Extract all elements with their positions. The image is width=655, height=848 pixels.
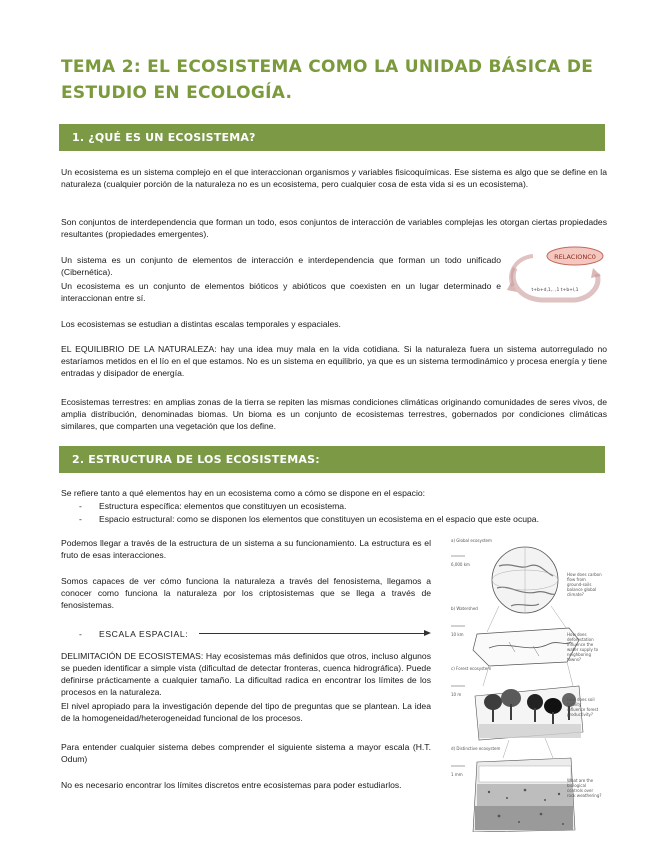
relationship-small-text: t+b+d,1,. ,1 t+b+l,1 xyxy=(531,288,579,293)
panel-b-label: b) Watershed xyxy=(451,606,478,611)
panel-c-label: c) Forest ecosystem xyxy=(451,666,492,671)
bullet-item: - Espacio estructural: como se disponen los elementos que constituyen un ecosistema en el espacio que este ocupa. xyxy=(79,514,539,524)
s2-paragraph-5: Para entender cualquier sistema debes comprender el siguiente sistema a mayor escala (H.T. Odum) xyxy=(61,742,431,764)
s1-paragraph-3a: Un sistema es un conjunto de elementos de interacción e interdependencia que forman un todo unificado (Cibernética). xyxy=(61,255,501,277)
panel-b-question: How does deforestation influence the water supply to neighboring towns? xyxy=(567,632,599,662)
panel-b-scale: 10 km xyxy=(451,632,464,637)
section-1-heading: 1. ¿QUÉ ES UN ECOSISTEMA? xyxy=(59,124,605,151)
panel-c-scale: 10 m xyxy=(451,692,462,697)
s1-paragraph-2: Son conjuntos de interdependencia que forman un todo, esos conjuntos de interacción de variables complejas les otorgan ciertas propiedades resultantes (propiedades emergentes). xyxy=(61,217,607,239)
s1-paragraph-3b: Un ecosistema es un conjunto de elementos bióticos y abióticos que coexisten en un lugar determinado e interaccionan entre sí. xyxy=(61,281,501,303)
s2-paragraph-2: Somos capaces de ver cómo funciona la naturaleza a través del fenosistema, llegamos a conocer como funciona la naturaleza por los criptosistemas que se llega a través de fenosistemas. xyxy=(61,576,431,610)
s2-paragraph-4: El nivel apropiado para la investigación depende del tipo de preguntas que se plantean. La idea de la homogeneidad/heterogeneidad funcional de los procesos. xyxy=(61,701,431,723)
panel-d-label: d) Distinctive ecosystem xyxy=(451,746,501,751)
s1-paragraph-6: Ecosistemas terrestres: en amplias zonas de la tierra se repiten las mismas condiciones climáticas originando comunidades de seres vivos, de amplia distribución, denominadas biomas. Un bioma es un conjunto de ecosistemas terrestres, gobernados por condiciones climáticas similares, que comparten una vegetación que los define. xyxy=(61,397,607,431)
s1-paragraph-4: Los ecosistemas se estudian a distintas escalas temporales y espaciales. xyxy=(61,319,341,329)
s2-paragraph-3: DELIMITACIÓN DE ECOSISTEMAS: Hay ecosistemas más definidos que otros, incluso algunos se pueden identificar a simple vista (dificultad de detectar fronteras, cuenca hidrográfica). Puede definirse prácticamente a cualquier tamaño. La dificultad radica en encontrar los límites de los procesos en la naturaleza. xyxy=(61,651,431,697)
ecosystem-scale-figure xyxy=(449,536,607,832)
s1-paragraph-1: Un ecosistema es un sistema complejo en el que interaccionan organismos y variables fisicoquímicas. Ese sistema es algo que se define en la naturaleza (cualquier porción de la naturaleza no es un ecosistema, pero cualquier cosa de esta vida si es un ecosistema). xyxy=(61,167,607,189)
bullet-text: Espacio estructural: como se disponen los elementos que constituyen un ecosistema en el espacio que este ocupa. xyxy=(99,514,539,524)
panel-a-scale: 6,000 km xyxy=(451,562,470,567)
panel-c-question: How does soil fertility influence forest productivity? xyxy=(567,697,599,717)
watershed-shape xyxy=(473,628,579,666)
scale-label-line: - ESCALA ESPACIAL: xyxy=(79,629,189,639)
s1-paragraph-5: EL EQUILIBRIO DE LA NATURALEZA: hay una idea muy mala en la vida cotidiana. Si la naturaleza fuera un sistema autorregulado no estaríamos metidos en el lío en el que estamos. No es un sistema en equilibrio, ya que es un sistema termodinámico y procesa energía y tiene entradas y disipador de energía. xyxy=(61,344,607,378)
s2-paragraph-1: Podemos llegar a través de la estructura de un sistema a su funcionamiento. La estructura es el fruto de esas interacciones. xyxy=(61,538,431,560)
bullet-item: - Estructura específica: elementos que constituyen un ecosistema. xyxy=(79,501,347,511)
relationship-label: RELACIONC0 xyxy=(554,253,596,261)
page-title: TEMA 2: EL ECOSISTEMA COMO LA UNIDAD BÁSICA DE ESTUDIO EN ECOLOGÍA. xyxy=(61,57,594,103)
panel-a-label: a) Global ecosystem xyxy=(451,538,492,543)
panel-a-question: How does carbon flow from ground-soils balance global climate? xyxy=(567,572,602,597)
panel-d-scale: 1 mm xyxy=(451,772,463,777)
scale-label: ESCALA ESPACIAL: xyxy=(99,629,189,639)
bullet-text: Estructura específica: elementos que constituyen un ecosistema. xyxy=(99,501,347,511)
relationship-cycle-figure xyxy=(505,246,605,306)
panel-d-question: What are the biological controls over rock weathering? xyxy=(567,778,602,798)
s2-intro: Se refiere tanto a qué elementos hay en un ecosistema como a cómo se dispone en el espacio: xyxy=(61,488,426,498)
scale-arrow-line xyxy=(199,633,427,634)
s2-paragraph-6: No es necesario encontrar los límites discretos entre ecosistemas para poder estudiarlos. xyxy=(61,780,402,790)
scale-arrow-head xyxy=(424,630,431,636)
section-2-heading: 2. ESTRUCTURA DE LOS ECOSISTEMAS: xyxy=(59,446,605,473)
